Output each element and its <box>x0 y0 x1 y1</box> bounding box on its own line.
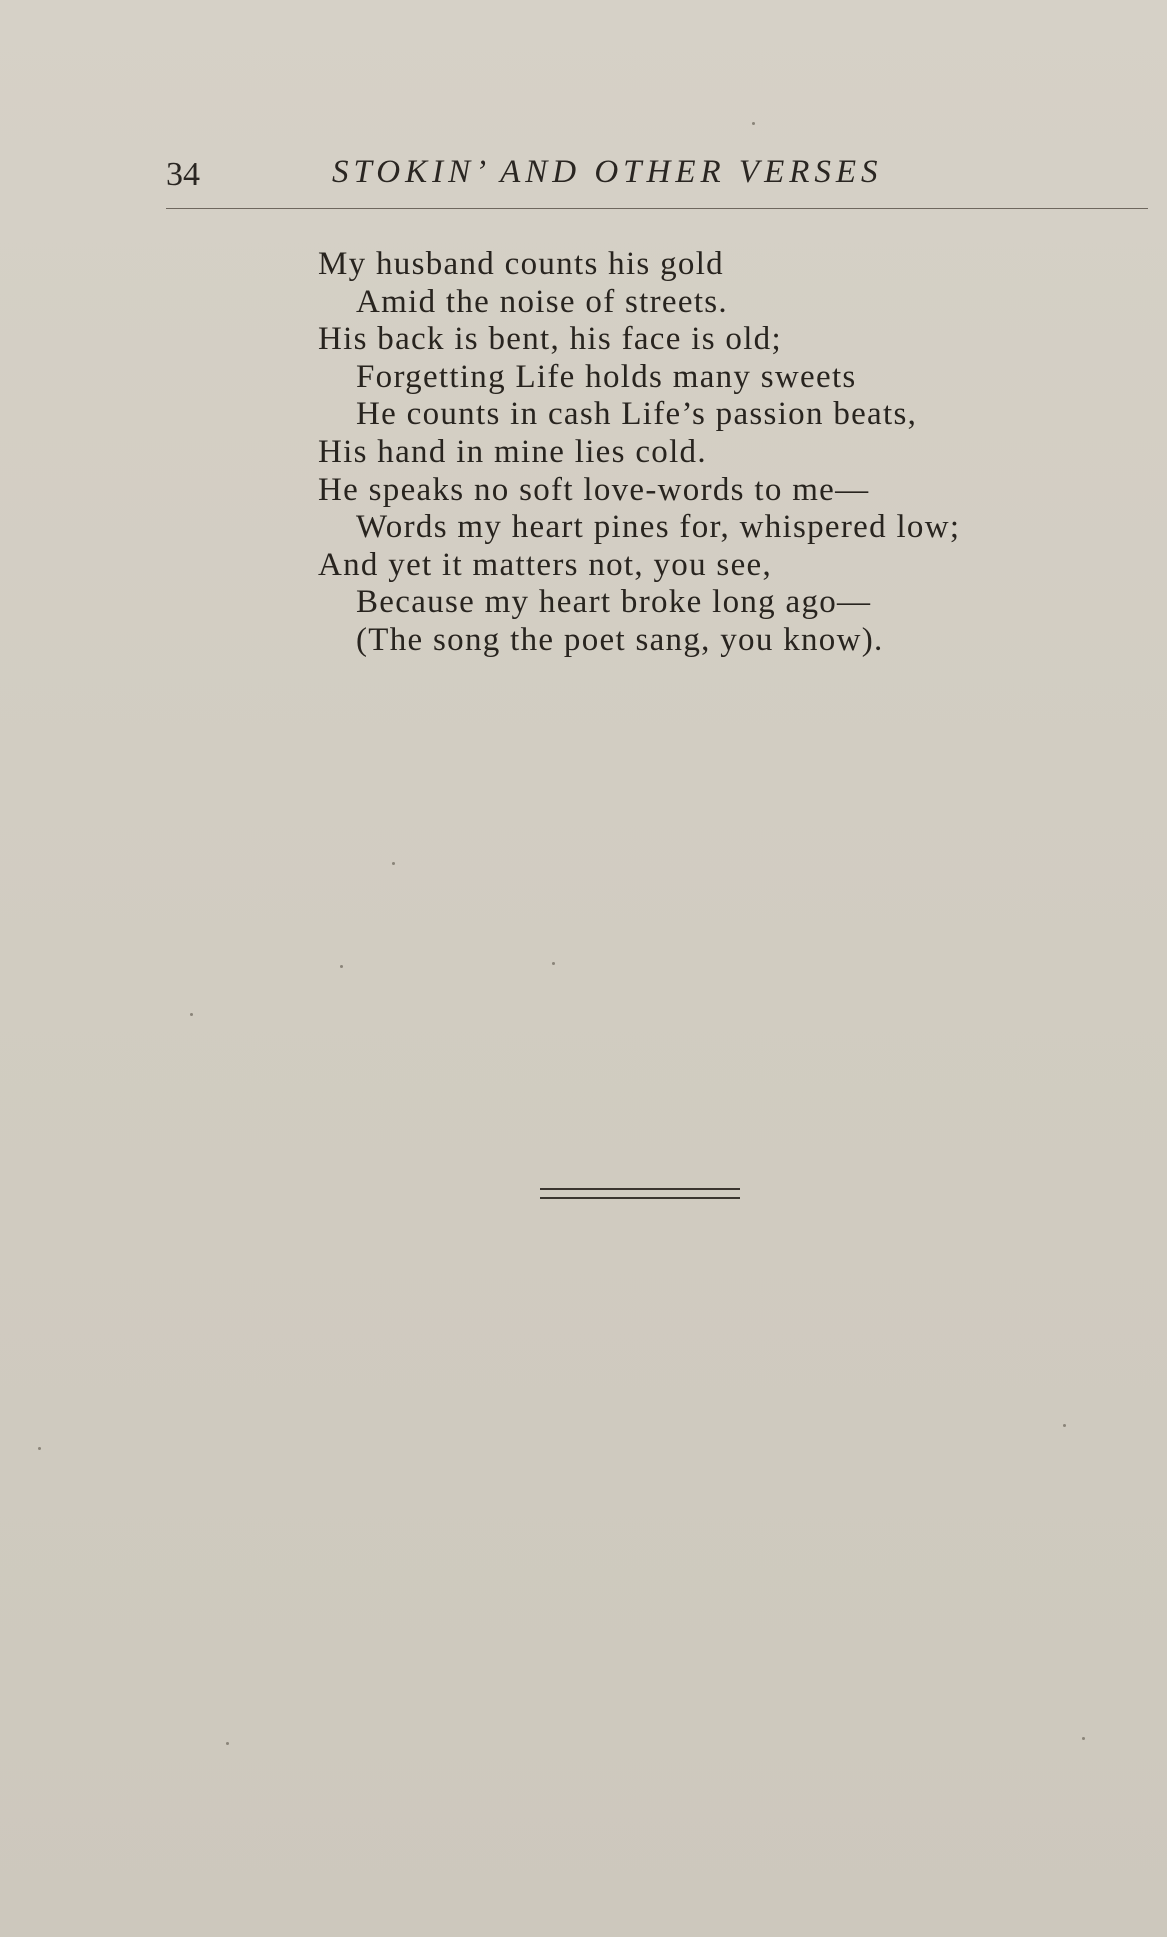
paper-speck <box>752 122 755 125</box>
poem-line: His hand in mine lies cold. <box>318 433 707 470</box>
paper-speck <box>1063 1424 1066 1427</box>
poem-line: Forgetting Life holds many sweets <box>356 358 857 395</box>
paper-speck <box>38 1447 41 1450</box>
end-rule-bottom <box>540 1197 740 1199</box>
paper-speck <box>340 965 343 968</box>
header-rule <box>166 208 1148 209</box>
poem-line: (The song the poet sang, you know). <box>356 621 884 658</box>
poem-line: Because my heart broke long ago— <box>356 584 872 621</box>
poem-line: He counts in cash Life’s passion beats, <box>356 396 918 433</box>
end-rule-top <box>540 1188 740 1190</box>
running-title: STOKIN’ AND OTHER VERSES <box>332 154 883 190</box>
poem-line: And yet it matters not, you see, <box>318 546 773 583</box>
poem-line: My husband counts his gold <box>318 246 724 282</box>
end-double-rule <box>540 1188 740 1200</box>
poem-line: His back is bent, his face is old; <box>318 321 782 358</box>
paper-speck <box>190 1013 193 1016</box>
poem-line: He speaks no soft love-words to me— <box>318 471 870 508</box>
paper-speck <box>552 962 555 965</box>
paper-speck <box>392 862 395 865</box>
paper-speck <box>1082 1737 1085 1740</box>
page-header <box>166 152 986 202</box>
paper-speck <box>226 1742 229 1745</box>
poem-line: Words my heart pines for, whispered low; <box>356 509 961 546</box>
poem <box>318 246 1118 660</box>
page-number: 34 <box>166 156 200 193</box>
poem-line: Amid the noise of streets. <box>356 283 728 320</box>
